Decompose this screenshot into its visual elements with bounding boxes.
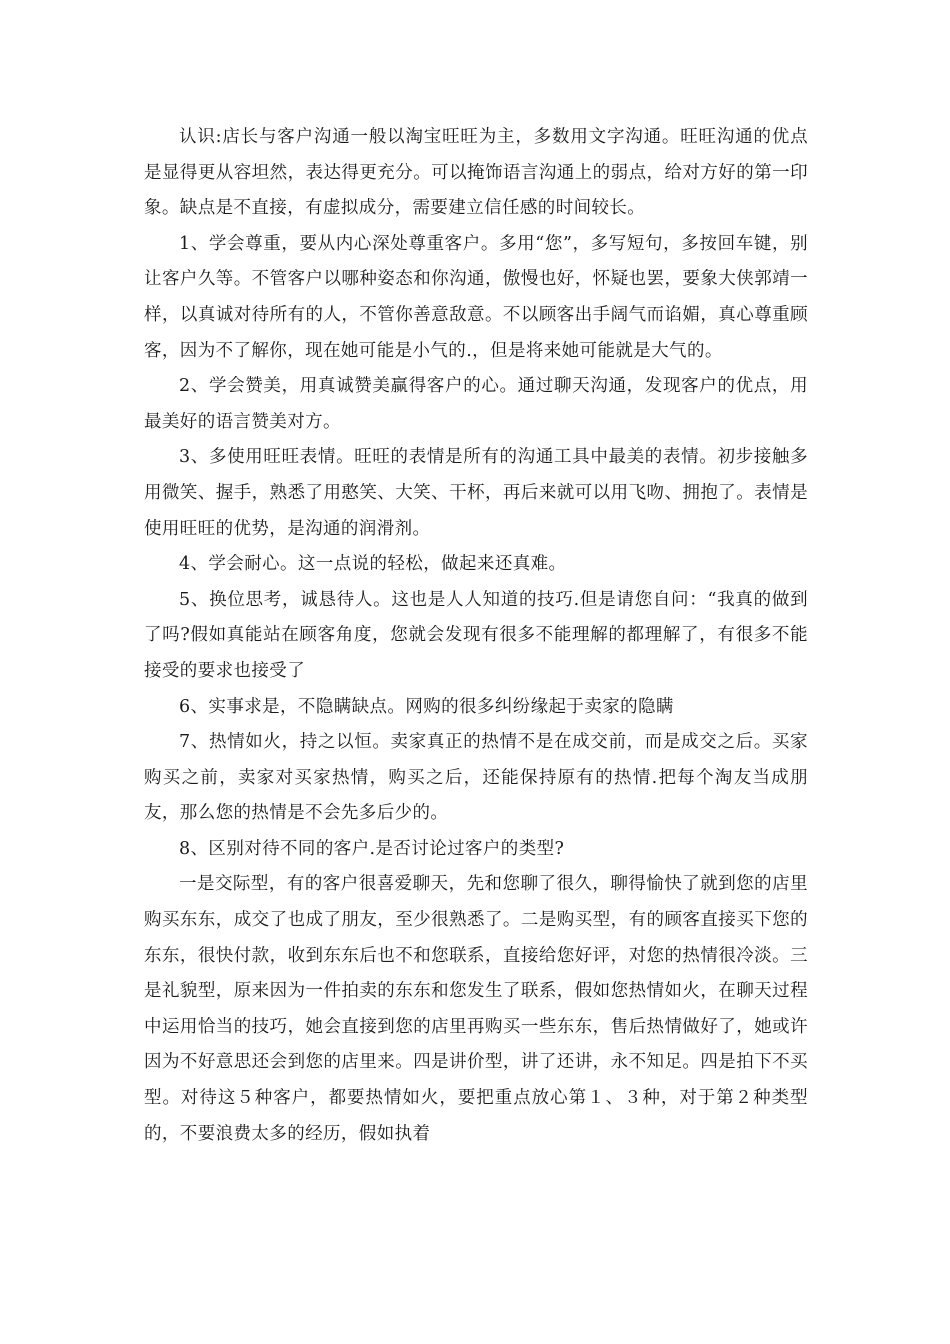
paragraph-honesty: 6、实事求是，不隐瞒缺点。网购的很多纠纷缘起于卖家的隐瞒: [179, 696, 674, 717]
paragraph-patience: 4、学会耐心。这一点说的轻松，做起来还真难。: [179, 554, 567, 575]
paragraph-customer-types: 8、区别对待不同的客户.是否讨论过客户的类型?: [179, 838, 565, 859]
paragraph-praise: 2、学会赞美，用真诚赞美赢得客户的心。通过聊天沟通，发现客户的优点，用最美好的语言赞美对方。: [144, 376, 808, 432]
paragraph-respect: 1、学会尊重，要从内心深处尊重客户。多用“您”，多写短句，多按回车键，别让客户久等。不管客户以哪种姿态和你沟通，傲慢也好，怀疑也罢，要象大侠郭靖一样，以真诚对待所有的人，不管你善意敌意。不以顾客出手阔气而谄媚，真心尊重顾客，因为不了解你，现在她可能是小气的.，但是将来她可能就是大气的。: [144, 233, 808, 361]
paragraph-empathy: 5、换位思考，诚恳待人。这也是人人知道的技巧.但是请您自问：“我真的做到了吗?假如真能站在顾客角度，您就会发现有很多不能理解的都理解了，有很多不能接受的要求也接受了: [144, 589, 808, 681]
document-body: [144, 120, 808, 1152]
paragraph-intro: 认识:店长与客户沟通一般以淘宝旺旺为主，多数用文字沟通。旺旺沟通的优点是显得更从容坦然，表达得更充分。可以掩饰语言沟通上的弱点，给对方好的第一印象。缺点是不直接，有虚拟成分，需要建立信任感的时间较长。: [144, 127, 808, 219]
paragraph-enthusiasm: 7、热情如火，持之以恒。卖家真正的热情不是在成交前，而是成交之后。买家购买之前，卖家对买家热情，购买之后，还能保持原有的热情.把每个淘友当成朋友，那么您的热情是不会先多后少的。: [144, 732, 808, 824]
paragraph-type-details: 一是交际型，有的客户很喜爱聊天，先和您聊了很久，聊得愉快了就到您的店里购买东东，成交了也成了朋友，至少很熟悉了。二是购买型，有的顾客直接买下您的东东，很快付款，收到东东后也不和您联系，直接给您好评，对您的热情很冷淡。三是礼貌型，原来因为一件拍卖的东东和您发生了联系，假如您热情如火，在聊天过程中运用恰当的技巧，她会直接到您的店里再购买一些东东，售后热情做好了，她或许因为不好意思还会到您的店里来。四是讲价型，讲了还讲，永不知足。四是拍下不买型。对待这５种客户，都要热情如火，要把重点放心第１、３种，对于第２种类型的，不要浪费太多的经历，假如执着: [144, 874, 808, 1144]
paragraph-emoticons: 3、多使用旺旺表情。旺旺的表情是所有的沟通工具中最美的表情。初步接触多用微笑、握手，熟悉了用憨笑、大笑、干杯，再后来就可以用飞吻、拥抱了。表情是使用旺旺的优势，是沟通的润滑剂。: [144, 447, 808, 539]
